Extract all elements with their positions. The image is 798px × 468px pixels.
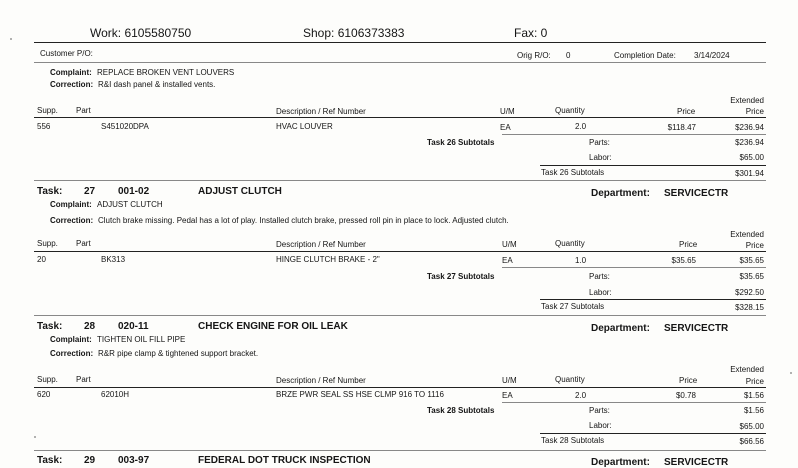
complaint-text: ADJUST CLUTCH	[97, 200, 163, 209]
total-value: $328.15	[735, 303, 764, 312]
col-quantity: Quantity	[555, 375, 585, 384]
row-supp: 20	[37, 255, 46, 264]
row-part: BK313	[101, 255, 126, 264]
block-divider	[34, 180, 766, 181]
row-supp: 556	[37, 122, 51, 131]
task-subtotals-label: Task 26 Subtotals	[427, 138, 495, 147]
row-um: EA	[500, 123, 511, 132]
scan-speck	[34, 436, 36, 438]
col-supp: Supp.	[37, 106, 58, 115]
row-extended: $1.56	[743, 391, 764, 400]
row-description: HINGE CLUTCH BRAKE - 2"	[276, 255, 380, 264]
row-description: BRZE PWR SEAL SS HSE CLMP 916 TO 1116	[276, 390, 444, 399]
parts-label: Parts:	[589, 406, 610, 415]
scan-speck	[10, 38, 12, 40]
col-price: Price	[679, 376, 698, 385]
block-divider	[34, 315, 766, 316]
total-label: Task 26 Subtotals	[541, 168, 605, 177]
row-quantity: 2.0	[575, 391, 587, 400]
col-extended: Extended	[730, 230, 764, 239]
task-code: 001-02	[118, 186, 150, 197]
row-quantity: 2.0	[575, 122, 587, 131]
subtotal-rule	[502, 134, 766, 135]
col-part: Part	[76, 239, 91, 248]
parts-value: $35.65	[739, 272, 764, 281]
completion-date-label: Completion Date:	[614, 51, 676, 60]
complaint-label: Complaint:	[50, 200, 92, 209]
department-value: SERVICECTR	[664, 323, 729, 334]
row-um: EA	[502, 256, 513, 265]
task-subtotals-label: Task 27 Subtotals	[427, 272, 495, 281]
col-description: Description / Ref Number	[276, 376, 366, 385]
header-rule-bottom	[34, 62, 766, 63]
complaint-text: REPLACE BROKEN VENT LOUVERS	[97, 68, 235, 77]
task-code: 003-97	[118, 455, 150, 466]
row-extended: $236.94	[735, 123, 764, 132]
total-label: Task 27 Subtotals	[541, 302, 605, 311]
correction-text: R&I dash panel & installed vents.	[98, 80, 216, 89]
total-rule	[540, 165, 766, 166]
shop-phone: Shop: 6106373383	[303, 26, 405, 40]
department-label: Department:	[591, 188, 650, 199]
fax-number: Fax: 0	[514, 26, 548, 40]
row-part: S451020DPA	[101, 122, 149, 131]
department-value: SERVICECTR	[664, 457, 729, 468]
col-part: Part	[76, 106, 91, 115]
row-description: HVAC LOUVER	[276, 122, 333, 131]
department-value: SERVICECTR	[664, 188, 729, 199]
subtotal-rule	[502, 267, 766, 268]
row-quantity: 1.0	[575, 256, 587, 265]
parts-label: Parts:	[589, 272, 610, 281]
row-price: $0.78	[675, 391, 696, 400]
total-value: $66.56	[739, 437, 764, 446]
task-number: 27	[84, 186, 96, 197]
table-rule	[34, 251, 766, 252]
scan-speck	[790, 372, 792, 374]
task-number: 29	[84, 455, 96, 466]
complaint-label: Complaint:	[50, 335, 92, 344]
row-um: EA	[502, 391, 513, 400]
subtotal-rule	[502, 402, 766, 403]
col-supp: Supp.	[37, 239, 58, 248]
correction-text: R&R pipe clamp & tightened support bracket.	[98, 349, 259, 358]
completion-date-value: 3/14/2024	[694, 51, 730, 60]
correction-text: Clutch brake missing. Pedal has a lot of play. Installed clutch brake, pressed roll pin in place to lock. Adjusted clutch.	[98, 216, 509, 225]
col-um: U/M	[502, 240, 517, 249]
complaint-label: Complaint:	[50, 68, 92, 77]
labor-label: Labor:	[589, 153, 612, 162]
row-price: $118.47	[667, 123, 696, 132]
table-rule	[34, 117, 766, 118]
task-label: Task:	[37, 186, 63, 197]
total-value: $301.94	[735, 169, 764, 178]
complaint-text: TIGHTEN OIL FILL PIPE	[97, 335, 186, 344]
parts-label: Parts:	[589, 138, 610, 147]
orig-ro-value: 0	[566, 51, 571, 60]
labor-label: Labor:	[589, 288, 612, 297]
task-title: CHECK ENGINE FOR OIL LEAK	[198, 321, 348, 332]
total-rule	[540, 299, 766, 300]
orig-ro-label: Orig R/O:	[517, 51, 551, 60]
col-quantity: Quantity	[555, 239, 585, 248]
col-price: Price	[677, 107, 696, 116]
col-um: U/M	[500, 107, 515, 116]
row-price: $35.65	[671, 256, 696, 265]
customer-po-label: Customer P/O:	[40, 49, 93, 58]
task-subtotals-label: Task 28 Subtotals	[427, 406, 495, 415]
table-rule	[34, 387, 766, 388]
task-title: ADJUST CLUTCH	[198, 186, 282, 197]
col-extended: Extended	[730, 365, 764, 374]
col-extended: Extended	[730, 96, 764, 105]
task-label: Task:	[37, 321, 63, 332]
col-extended-price: Price	[745, 241, 764, 250]
col-extended-price: Price	[745, 107, 764, 116]
department-label: Department:	[591, 457, 650, 468]
labor-value: $292.50	[735, 288, 764, 297]
total-rule	[540, 433, 766, 434]
labor-value: $65.00	[739, 422, 764, 431]
header-rule-top	[34, 42, 766, 43]
labor-label: Labor:	[589, 421, 612, 430]
parts-value: $236.94	[735, 138, 764, 147]
col-quantity: Quantity	[555, 106, 585, 115]
col-supp: Supp.	[37, 375, 58, 384]
col-part: Part	[76, 375, 91, 384]
task-code: 020-11	[118, 321, 149, 332]
correction-label: Correction:	[50, 80, 94, 89]
col-extended-price: Price	[745, 377, 764, 386]
correction-label: Correction:	[50, 216, 94, 225]
correction-label: Correction:	[50, 349, 94, 358]
department-label: Department:	[591, 323, 650, 334]
row-supp: 620	[37, 390, 51, 399]
work-phone: Work: 6105580750	[90, 26, 192, 40]
task-label: Task:	[37, 455, 63, 466]
task-number: 28	[84, 321, 96, 332]
block-divider	[34, 450, 766, 451]
labor-value: $65.00	[739, 153, 764, 162]
col-price: Price	[679, 240, 698, 249]
row-extended: $35.65	[739, 256, 764, 265]
col-um: U/M	[502, 376, 517, 385]
col-description: Description / Ref Number	[276, 107, 366, 116]
parts-value: $1.56	[743, 406, 764, 415]
col-description: Description / Ref Number	[276, 240, 366, 249]
task-title: FEDERAL DOT TRUCK INSPECTION	[198, 455, 371, 466]
row-part: 62010H	[101, 390, 130, 399]
total-label: Task 28 Subtotals	[541, 436, 605, 445]
